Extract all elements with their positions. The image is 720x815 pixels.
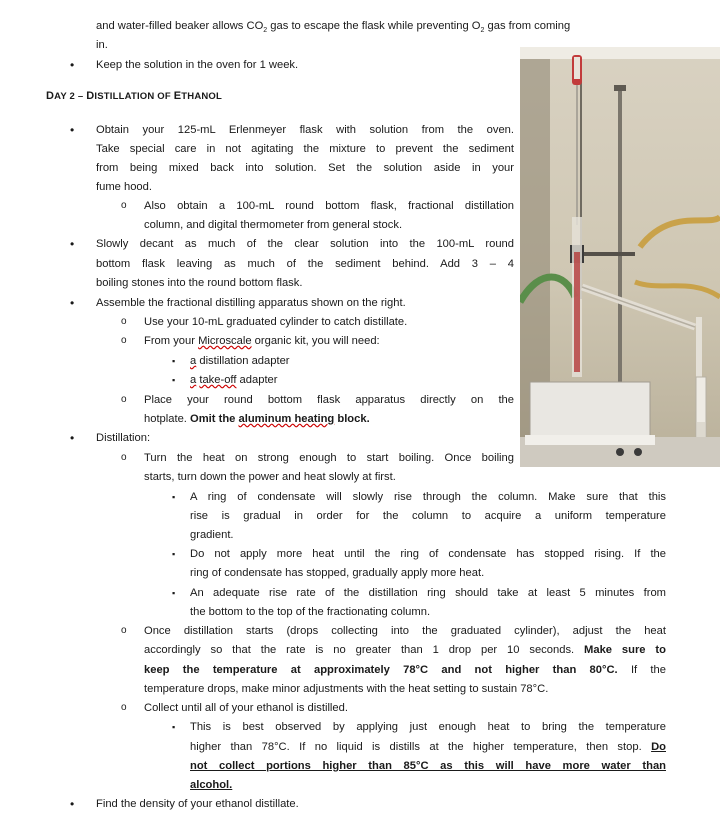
obtain-line: Take special care in not agitating the mixture to prevent the sediment [96,143,514,155]
no-more-heat-line: Do not apply more heat until the ring of condensate has stopped rising. If the [190,548,666,560]
decant-line: boiling stones into the round bottom flask. [96,277,303,289]
best-line: alcohol. [190,779,233,791]
bullet: • [70,431,75,445]
rise-rate-line: An adequate rise rate of the distillation ring should take at least 5 minutes from [190,587,666,599]
turn-heat-line: Turn the heat on strong enough to start boiling. Once boiling [144,452,514,464]
bullet: • [70,58,75,72]
ring-line: A ring of condensate will slowly rise through the column. Make sure that this [190,491,666,503]
also-obtain-line: Also obtain a 100-mL round bottom flask, fractional distillation [144,200,514,212]
decant-line: Slowly decant as much of the clear solution into the 100-mL round [96,238,514,250]
place-line: hotplate. Omit the aluminum heating block. [144,413,370,425]
intro-line-2: in. [96,39,108,51]
square-bullet: ▪ [172,356,176,366]
collect-text: Collect until all of your ethanol is distilled. [144,702,348,714]
once-line: Once distillation starts (drops collecting into the graduated cylinder), adjust the heat [144,625,666,637]
square-bullet: ▪ [172,588,176,598]
circle-bullet: o [121,702,127,713]
best-line: not collect portions higher than 85°C as this will have more water than [190,760,666,772]
once-line: accordingly so that the rate is no greater than 1 drop per 10 seconds. Make sure to [144,644,666,656]
obtain-line: fume hood. [96,181,152,193]
no-more-heat-line: ring of condensate has stopped, gradually apply more heat. [190,567,485,579]
square-bullet: ▪ [172,722,176,732]
circle-bullet: o [121,394,127,405]
bullet: • [70,237,75,251]
oven-text: Keep the solution in the oven for 1 week. [96,59,299,71]
best-line: higher than 78°C. If no liquid is distills at the higher temperature, then stop. Do [190,741,666,753]
ring-line: gradient. [190,529,234,541]
circle-bullet: o [121,335,127,346]
circle-bullet: o [121,625,127,636]
from-kit-text: From your Microscale organic kit, you will need: [144,335,380,347]
square-bullet: ▪ [172,375,176,385]
also-obtain-line: column, and digital thermometer from general stock. [144,219,403,231]
place-line: Place your round bottom flask apparatus directly on the [144,394,514,406]
intro-line-1: and water-filled beaker allows $CO_2$ gas to escape the flask while preventing $O_2$ gas from coming [96,20,571,35]
obtain-line: Obtain your 125-mL Erlenmeyer flask with solution from the oven. [96,124,514,136]
distillation-label: Distillation: [96,432,151,444]
once-line: keep the temperature at approximately 78°C and not higher than 80°C. If the [144,664,666,676]
adapter-item: a distillation adapter [190,355,290,367]
circle-bullet: o [121,200,127,211]
once-line: temperature drops, make minor adjustments with the heat setting to sustain 78°C. [144,683,549,695]
density-text: Find the density of your ethanol distillate. [96,798,299,810]
use-cylinder-text: Use your 10-mL graduated cylinder to catch distillate. [144,316,408,328]
turn-heat-line: starts, turn down the power and heat slowly at first. [144,471,396,483]
square-bullet: ▪ [172,549,176,559]
bullet: • [70,296,75,310]
obtain-line: from being mixed back into solution. Set the solution aside in your [96,162,514,174]
bullet: • [70,797,75,811]
adapter-item: a take-off adapter [190,374,278,386]
bullet: • [70,123,75,137]
assemble-text: Assemble the fractional distilling apparatus shown on the right. [96,297,406,309]
distillation-apparatus-photo [520,47,720,467]
best-line: This is best observed by applying just enough heat to bring the temperature [190,721,666,733]
section-heading: DAY 2 – DISTILLATION OF ETHANOL [46,90,223,102]
square-bullet: ▪ [172,492,176,502]
circle-bullet: o [121,316,127,327]
ring-line: rise is gradual in order for the column to acquire a uniform temperature [190,510,666,522]
rise-rate-line: the bottom to the top of the fractionating column. [190,606,431,618]
circle-bullet: o [121,452,127,463]
decant-line: bottom flask leaving as much of the sediment behind. Add 3 – 4 [96,258,514,270]
